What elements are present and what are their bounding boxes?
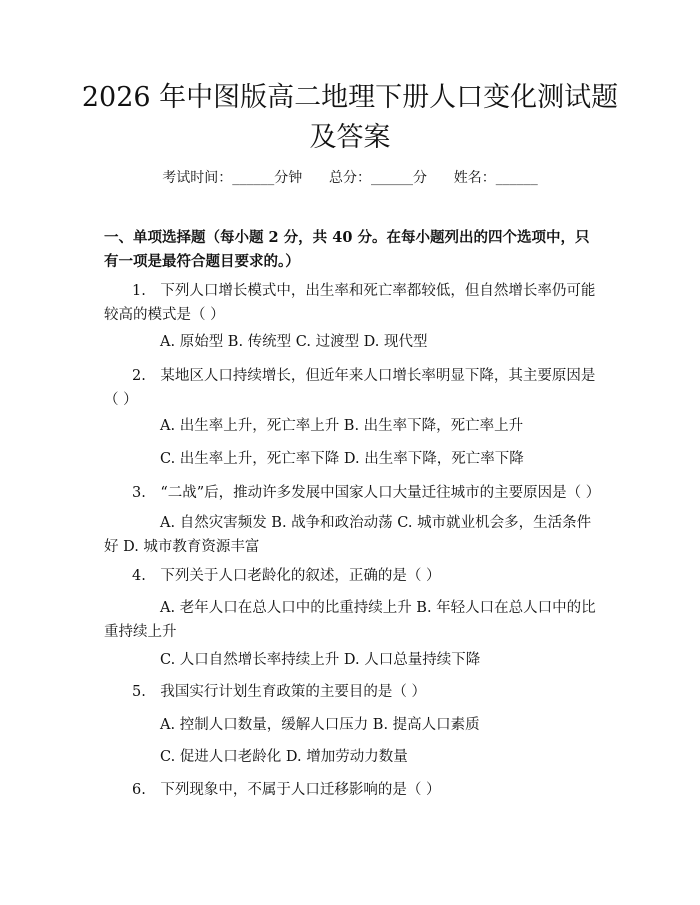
question-5-options-ab: A. 控制人口数量，缓解人口压力 B. 提高人口素质	[160, 717, 480, 733]
question-2-options-ab: A. 出生率上升，死亡率上升 B. 出生率下降，死亡率上升	[160, 418, 524, 434]
exam-info-line: 考试时间：______分钟 总分：______分 姓名：______	[162, 170, 538, 186]
question-5: 5. 我国实行计划生育政策的主要目的是（ ）	[132, 684, 426, 700]
question-4: 4. 下列关于人口老龄化的叙述，正确的是（ ）	[132, 568, 441, 584]
question-3-options: A. 自然灾害频发 B. 战争和政治动荡 C. 城市就业机会多，生活条件好 D. 城市教育资源丰富	[104, 515, 592, 555]
question-4-options-ab: A. 老年人口在总人口中的比重持续上升 B. 年轻人口在总人口中的比重持续上升	[104, 600, 596, 640]
question-1: 1. 下列人口增长模式中，出生率和死亡率都较低，但自然增长率仍可能较高的模式是（ ）	[104, 283, 596, 323]
question-1-options: A. 原始型 B. 传统型 C. 过渡型 D. 现代型	[160, 334, 428, 350]
question-2: 2. 某地区人口持续增长，但近年来人口增长率明显下降，其主要原因是（ ）	[104, 368, 596, 408]
question-4-options-cd: C. 人口自然增长率持续上升 D. 人口总量持续下降	[160, 652, 481, 668]
question-5-options-cd: C. 促进人口老龄化 D. 增加劳动力数量	[160, 749, 408, 765]
title-line-2: 及答案	[309, 122, 391, 153]
question-3: 3. “二战”后，推动许多发展中国家人口大量迁往城市的主要原因是（ ）	[132, 485, 601, 501]
title-line-1: 2026 年中图版高二地理下册人口变化测试题	[81, 82, 619, 113]
document-title	[80, 78, 620, 158]
question-6: 6. 下列现象中，不属于人口迁移影响的是（ ）	[132, 782, 441, 798]
section-heading: 一、单项选择题（每小题 2 分，共 40 分。在每小题列出的四个选项中，只有一项是最符合题目要求的。）	[104, 229, 590, 270]
question-2-options-cd: C. 出生率上升，死亡率下降 D. 出生率下降，死亡率下降	[160, 451, 524, 467]
